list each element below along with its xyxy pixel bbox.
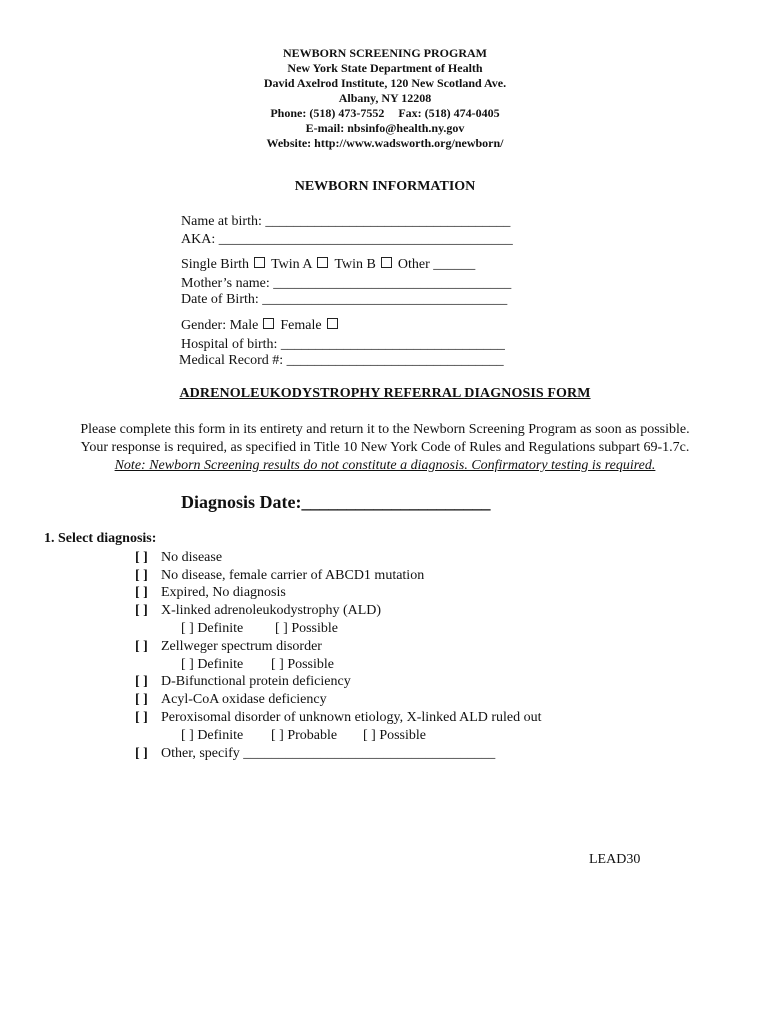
option-checkbox[interactable]: [ ] [135, 710, 148, 725]
option-checkbox[interactable]: [ ] [135, 692, 148, 707]
zellweger-possible-option[interactable]: [ ] Possible [271, 657, 334, 672]
website-address: Website: http://www.wadsworth.org/newborn/ [266, 136, 504, 150]
phone-number: Phone: (518) 473-7552 [270, 106, 385, 120]
disclaimer-note: Note: Newborn Screening results do not constitute a diagnosis. Confirmatory testing is required. [114, 458, 656, 473]
newborn-info-title: NEWBORN INFORMATION [294, 179, 476, 194]
fax-number: Fax: (518) 474-0405 [398, 106, 500, 120]
diagnosis-date-field[interactable]: Diagnosis Date:_____________________ [181, 492, 491, 512]
ald-possible-option[interactable]: [ ] Possible [275, 621, 338, 636]
option-peroxisomal[interactable] [135, 710, 542, 726]
option-label: Zellweger spectrum disorder [161, 639, 322, 654]
option-d-bifunctional[interactable] [135, 674, 351, 690]
option-label: D-Bifunctional protein deficiency [161, 674, 351, 689]
program-name: NEWBORN SCREENING PROGRAM [282, 46, 487, 60]
date-of-birth-field[interactable]: Date of Birth: ___________________________________ [181, 292, 508, 307]
single-birth-checkbox[interactable] [254, 257, 265, 268]
option-label: Expired, No diagnosis [161, 585, 286, 600]
male-checkbox[interactable] [263, 318, 274, 329]
option-no-disease[interactable] [135, 550, 222, 566]
twin-a-checkbox[interactable] [317, 257, 328, 268]
zellweger-suboptions [181, 657, 334, 673]
single-birth-label: Single Birth [181, 257, 250, 272]
city-address: Albany, NY 12208 [338, 91, 432, 105]
option-checkbox[interactable]: [ ] [135, 585, 148, 600]
twin-b-checkbox[interactable] [381, 257, 392, 268]
gender-male-label: Gender: Male [181, 318, 259, 333]
form-title [0, 386, 770, 402]
option-acyl-coa[interactable] [135, 692, 327, 708]
name-at-birth-field[interactable]: Name at birth: ___________________________________ [181, 214, 511, 229]
institute-address: David Axelrod Institute, 120 New Scotland Ave. [263, 76, 507, 90]
ald-definite-option[interactable]: [ ] Definite [181, 621, 244, 636]
option-checkbox[interactable]: [ ] [135, 639, 148, 654]
female-checkbox[interactable] [327, 318, 338, 329]
twin-b-label: Twin B [334, 257, 376, 272]
peroxisomal-probable-option[interactable]: [ ] Probable [271, 728, 338, 743]
option-zellweger[interactable] [135, 639, 322, 655]
birth-type-row [181, 257, 475, 273]
peroxisomal-possible-option[interactable]: [ ] Possible [363, 728, 426, 743]
option-other[interactable] [135, 746, 495, 762]
peroxisomal-suboptions [181, 728, 426, 744]
option-checkbox[interactable]: [ ] [135, 550, 148, 565]
zellweger-definite-option[interactable]: [ ] Definite [181, 657, 244, 672]
twin-a-label: Twin A [271, 257, 313, 272]
mothers-name-field[interactable]: Mother’s name: __________________________________ [181, 276, 512, 291]
option-x-linked-ald[interactable] [135, 603, 381, 619]
contact-line [0, 106, 770, 121]
option-checkbox[interactable]: [ ] [135, 674, 148, 689]
option-expired[interactable] [135, 585, 286, 601]
form-title-text: ADRENOLEUKODYSTROPHY REFERRAL DIAGNOSIS FORM [179, 386, 591, 401]
option-label: No disease [161, 550, 223, 565]
option-female-carrier[interactable] [135, 568, 424, 584]
ald-suboptions [181, 621, 338, 637]
select-diagnosis-question: 1. Select diagnosis: [44, 531, 157, 546]
gender-row [181, 318, 344, 334]
medical-record-field[interactable]: Medical Record #: _______________________________ [179, 353, 504, 368]
email-address: E-mail: nbsinfo@health.ny.gov [305, 121, 465, 135]
department-name: New York State Department of Health [287, 61, 483, 75]
option-label: X-linked adrenoleukodystrophy (ALD) [161, 603, 382, 618]
female-label: Female [280, 318, 322, 333]
aka-field[interactable]: AKA: __________________________________________ [181, 232, 513, 247]
option-label: Peroxisomal disorder of unknown etiology, X-linked ALD ruled out [161, 710, 542, 725]
option-label[interactable]: Other, specify ____________________________________ [161, 746, 496, 761]
other-field[interactable]: Other ______ [397, 257, 476, 272]
peroxisomal-definite-option[interactable]: [ ] Definite [181, 728, 244, 743]
form-code: LEAD30 [589, 852, 641, 867]
instruction-line-1: Please complete this form in its entirety and return it to the Newborn Screening Program as soon as possible. [80, 422, 690, 437]
option-checkbox[interactable]: [ ] [135, 568, 148, 583]
program-header [0, 46, 770, 151]
option-checkbox[interactable]: [ ] [135, 746, 148, 761]
option-label: No disease, female carrier of ABCD1 mutation [161, 568, 425, 583]
hospital-of-birth-field[interactable]: Hospital of birth: ________________________________ [181, 337, 505, 352]
disclaimer-line [0, 458, 770, 474]
option-label: Acyl-CoA oxidase deficiency [161, 692, 327, 707]
instruction-line-2: Your response is required, as specified in Title 10 New York Code of Rules and Regulations subpart 69-1.7c. [80, 440, 690, 455]
option-checkbox[interactable]: [ ] [135, 603, 148, 618]
